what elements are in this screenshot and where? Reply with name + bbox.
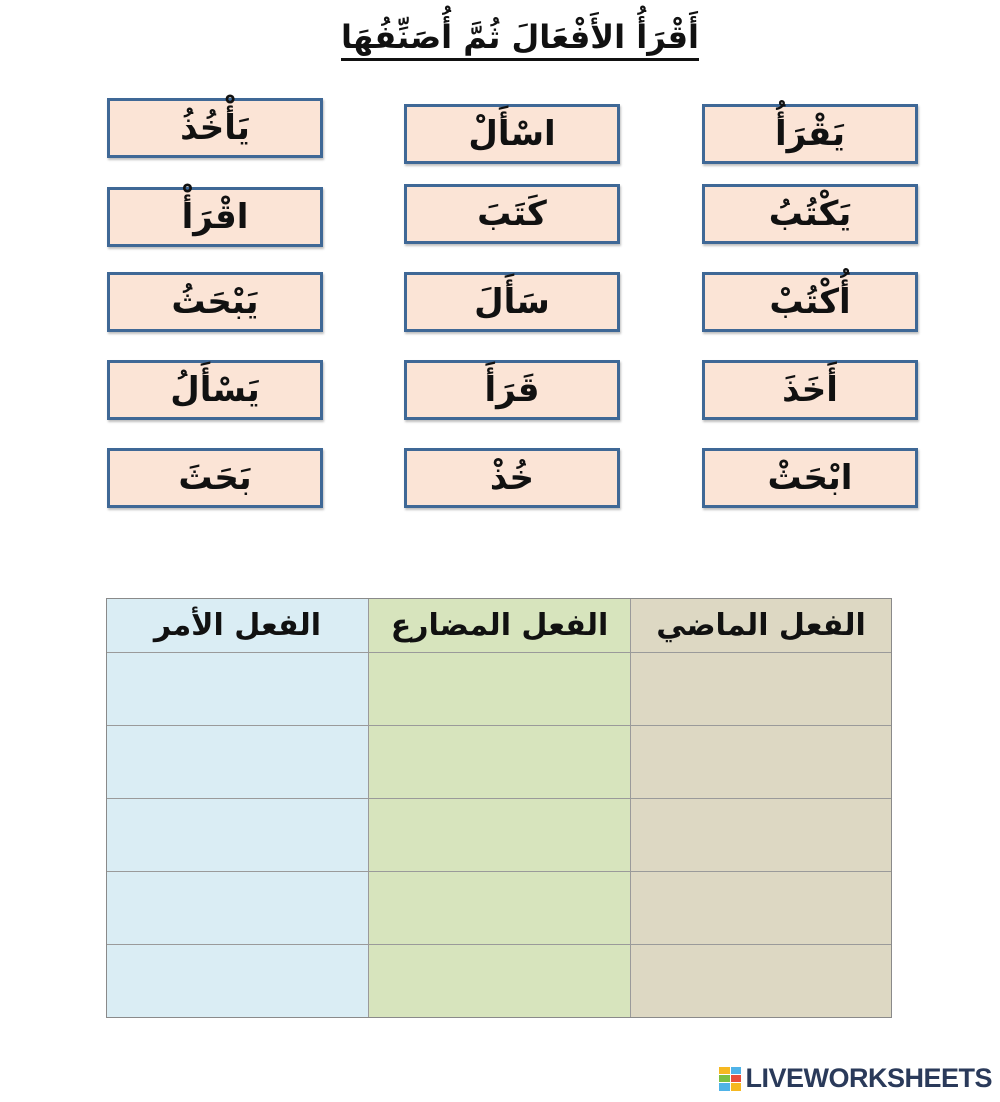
- drop-cell-madi[interactable]: [631, 945, 891, 1017]
- drop-cell-mudari[interactable]: [369, 653, 630, 726]
- verb-card[interactable]: خُذْ: [404, 448, 620, 508]
- column-mudari: [369, 599, 631, 1017]
- page-title-text: أَقْرَأُ الأَفْعَالَ ثُمَّ أُصَنِّفُهَا: [341, 18, 699, 61]
- drop-cell-amr[interactable]: [107, 653, 368, 726]
- drop-cell-amr[interactable]: [107, 726, 368, 799]
- drop-cell-mudari[interactable]: [369, 799, 630, 872]
- verb-card[interactable]: اسْأَلْ: [404, 104, 620, 164]
- verb-card[interactable]: سَأَلَ: [404, 272, 620, 332]
- verb-card[interactable]: يَكْتُبُ: [702, 184, 918, 244]
- verb-card[interactable]: يَبْحَثُ: [107, 272, 323, 332]
- verb-card[interactable]: يَأْخُذُ: [107, 98, 323, 158]
- liveworksheets-logo-icon: [719, 1067, 741, 1091]
- drop-cell-mudari[interactable]: [369, 945, 630, 1017]
- verb-card[interactable]: يَقْرَأُ: [702, 104, 918, 164]
- verb-card[interactable]: بَحَثَ: [107, 448, 323, 508]
- drop-cell-amr[interactable]: [107, 945, 368, 1017]
- drop-cell-amr[interactable]: [107, 799, 368, 872]
- verb-card[interactable]: أَخَذَ: [702, 360, 918, 420]
- drop-cell-mudari[interactable]: [369, 726, 630, 799]
- verb-card[interactable]: اقْرَأْ: [107, 187, 323, 247]
- drop-cell-madi[interactable]: [631, 653, 891, 726]
- header-mudari: الفعل المضارع: [369, 599, 630, 653]
- classification-table: [106, 598, 892, 1018]
- drop-cell-mudari[interactable]: [369, 872, 630, 945]
- verb-card[interactable]: ابْحَثْ: [702, 448, 918, 508]
- liveworksheets-logo: [719, 1063, 992, 1094]
- column-madi: [631, 599, 891, 1017]
- verb-card[interactable]: كَتَبَ: [404, 184, 620, 244]
- header-madi: الفعل الماضي: [631, 599, 891, 653]
- liveworksheets-wordmark: LIVEWORKSHEETS: [745, 1063, 992, 1093]
- drop-cell-madi[interactable]: [631, 799, 891, 872]
- page-title: [300, 18, 740, 56]
- drop-cell-amr[interactable]: [107, 872, 368, 945]
- verb-card[interactable]: أُكْتُبْ: [702, 272, 918, 332]
- drop-cell-madi[interactable]: [631, 726, 891, 799]
- drop-cell-madi[interactable]: [631, 872, 891, 945]
- verb-card[interactable]: قَرَأَ: [404, 360, 620, 420]
- header-amr: الفعل الأمر: [107, 599, 368, 653]
- column-amr: [107, 599, 369, 1017]
- verb-card[interactable]: يَسْأَلُ: [107, 360, 323, 420]
